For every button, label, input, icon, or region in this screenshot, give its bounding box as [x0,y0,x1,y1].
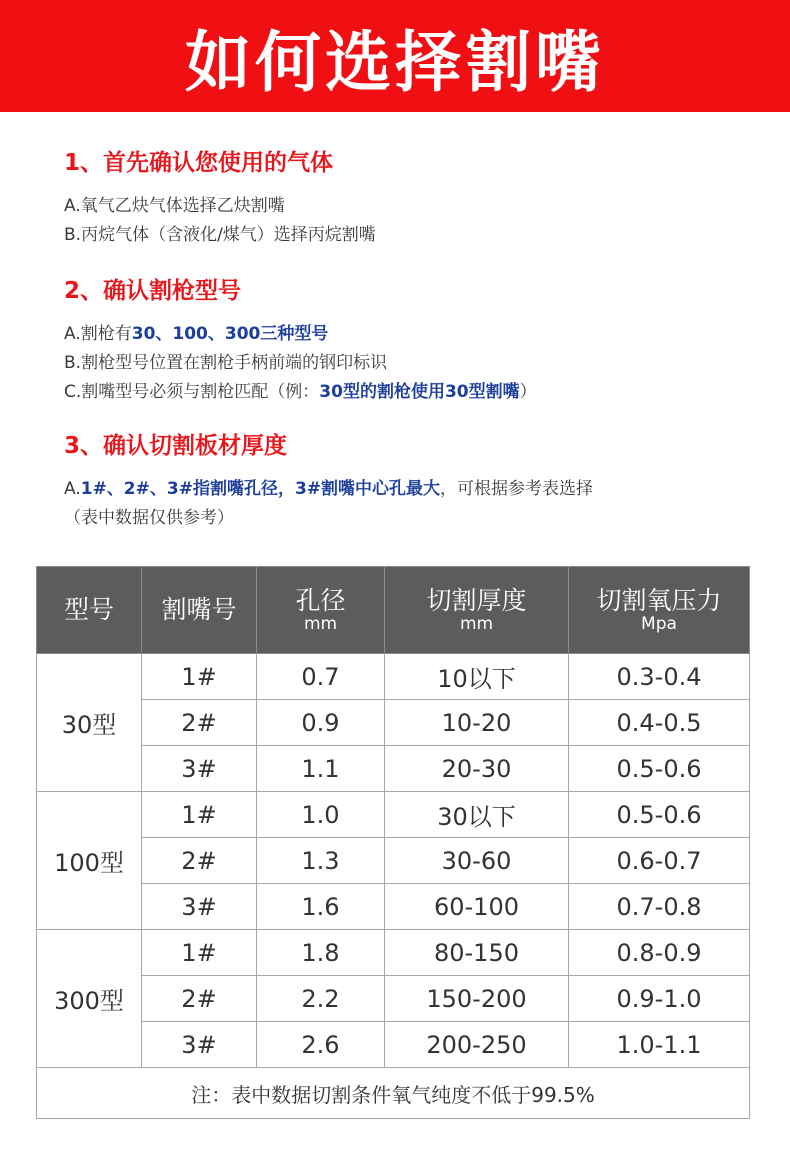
tip-cell: 1# [142,792,257,838]
torch-line-a-highlight: 30、100、300三种型号 [131,324,329,344]
pressure-cell: 0.4-0.5 [569,700,750,746]
tip-cell: 3# [142,1022,257,1068]
thickness-line-a-highlight: 1#、2#、3#指割嘴孔径，3#割嘴中心孔最大 [80,479,441,499]
table-note-row [37,1068,750,1119]
model-cell: 300型 [37,930,142,1068]
gas-line-a: A.氧气乙炔气体选择乙炔割嘴 [64,196,285,216]
hole-cell: 1.8 [257,930,385,976]
hole-cell: 2.2 [257,976,385,1022]
tip-cell: 2# [142,838,257,884]
table-row [37,700,750,746]
header-pressure: 切割氧压力 Mpa [569,567,750,654]
pressure-cell: 0.9-1.0 [569,976,750,1022]
page-title: 如何选择割嘴 [185,23,605,101]
pressure-cell: 0.8-0.9 [569,930,750,976]
section-torch-model [64,276,537,407]
pressure-cell: 0.5-0.6 [569,792,750,838]
section-thickness [64,431,593,533]
model-cell: 30型 [37,654,142,792]
hole-cell: 1.1 [257,746,385,792]
torch-line-c-suffix: ） [519,382,537,402]
gas-line-b: B.丙烷气体（含液化/煤气）选择丙烷割嘴 [64,225,376,245]
header-model: 型号 [37,567,142,654]
thickness-cell: 150-200 [385,976,569,1022]
header-tip: 割嘴号 [142,567,257,654]
thickness-cell: 10以下 [385,654,569,700]
thickness-line-b: （表中数据仅供参考） [64,508,234,528]
hole-cell: 1.3 [257,838,385,884]
tip-cell: 1# [142,654,257,700]
hole-cell: 0.7 [257,654,385,700]
thickness-cell: 200-250 [385,1022,569,1068]
reference-table-wrap [36,566,749,1119]
table-row [37,1022,750,1068]
tip-cell: 3# [142,746,257,792]
table-row [37,976,750,1022]
pressure-cell: 1.0-1.1 [569,1022,750,1068]
table-row [37,746,750,792]
tip-cell: 1# [142,930,257,976]
hole-cell: 1.6 [257,884,385,930]
table-row [37,838,750,884]
reference-table [36,566,750,1119]
tip-cell: 3# [142,884,257,930]
thickness-line-a [64,475,593,504]
table-row [37,654,750,700]
table-row [37,930,750,976]
thickness-cell: 20-30 [385,746,569,792]
header-thickness: 切割厚度 mm [385,567,569,654]
section-title-torch-model: 2、确认割枪型号 [64,278,242,304]
thickness-line-a-prefix: A. [64,479,81,499]
torch-line-c-prefix: C.割嘴型号必须与割枪匹配（例： [64,382,320,402]
section-title-thickness: 3、确认切割板材厚度 [64,433,288,459]
torch-line-a-prefix: A.割枪有 [64,324,132,344]
thickness-cell: 10-20 [385,700,569,746]
thickness-cell: 80-150 [385,930,569,976]
pressure-cell: 0.3-0.4 [569,654,750,700]
pressure-cell: 0.7-0.8 [569,884,750,930]
table-row [37,884,750,930]
torch-line-c-highlight: 30型的割枪使用30型割嘴 [319,382,520,402]
thickness-line-a-suffix: ，可根据参考表选择 [440,479,594,499]
thickness-cell: 30以下 [385,792,569,838]
torch-line-a [64,320,537,349]
thickness-cell: 60-100 [385,884,569,930]
torch-line-c [64,378,537,407]
section-gas [64,148,376,250]
hole-cell: 0.9 [257,700,385,746]
section-title-gas: 1、首先确认您使用的气体 [64,150,334,176]
header-hole: 孔径 mm [257,567,385,654]
hole-cell: 2.6 [257,1022,385,1068]
title-banner [0,0,790,112]
thickness-cell: 30-60 [385,838,569,884]
table-header-row [37,567,750,654]
pressure-cell: 0.5-0.6 [569,746,750,792]
table-row [37,792,750,838]
torch-line-b: B.割枪型号位置在割枪手柄前端的钢印标识 [64,353,388,373]
hole-cell: 1.0 [257,792,385,838]
pressure-cell: 0.6-0.7 [569,838,750,884]
tip-cell: 2# [142,700,257,746]
tip-cell: 2# [142,976,257,1022]
model-cell: 100型 [37,792,142,930]
table-note: 注：表中数据切割条件氧气纯度不低于99.5% [37,1068,750,1119]
